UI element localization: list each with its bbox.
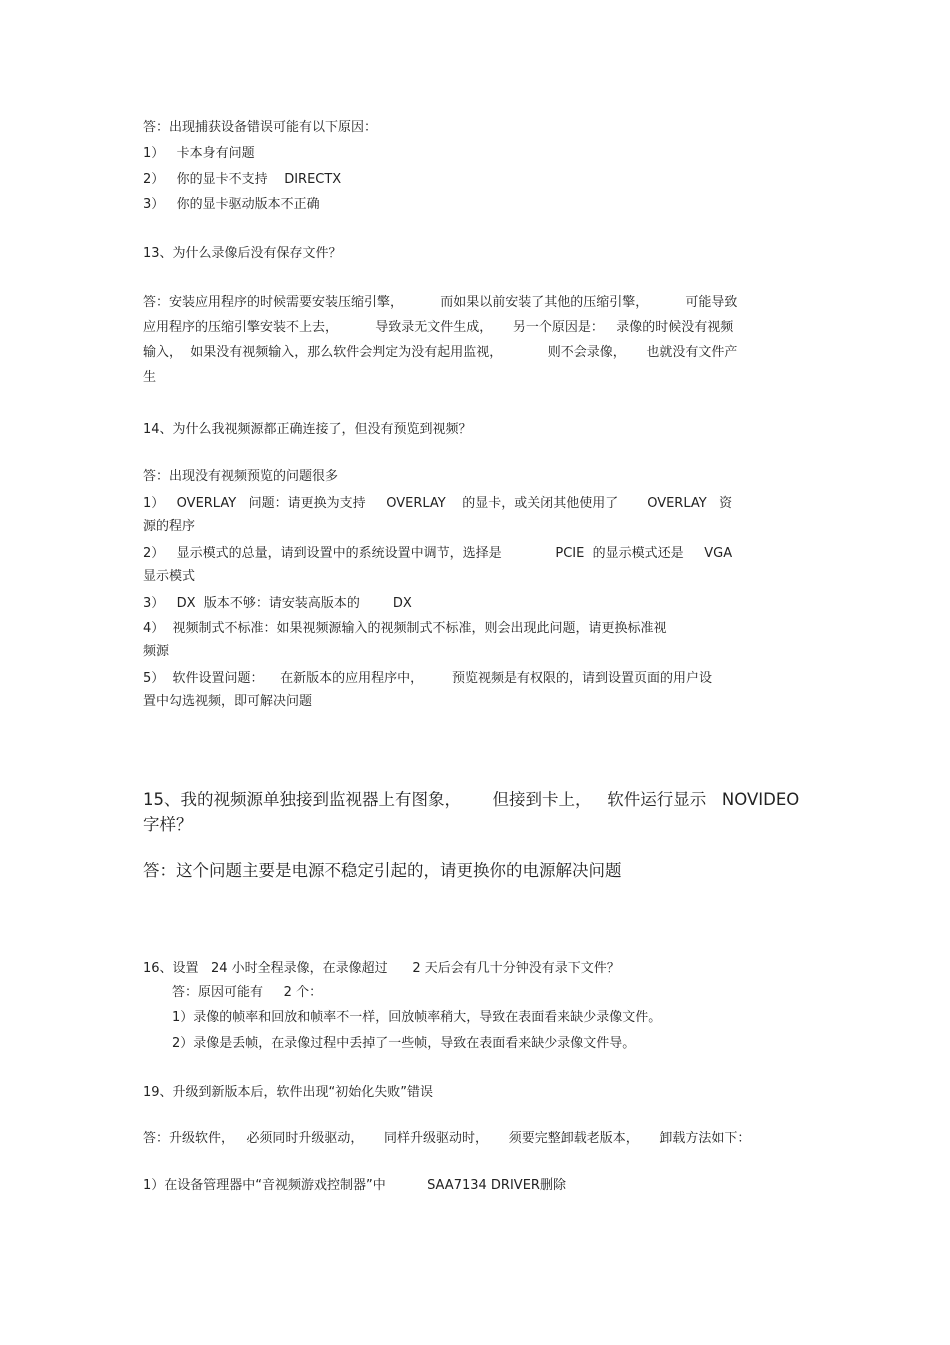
list-item: 3） 你的显卡驱动版本不正确 (143, 197, 320, 212)
list-item: 3） DX 版本不够：请安装高版本的 DX (143, 596, 412, 611)
answer-14: 答：出现没有视频预览的问题很多 (143, 469, 339, 484)
answer-13-line: 答：安装应用程序的时候需要安装压缩引擎， 而如果以前安装了其他的压缩引擎， 可能导致 (143, 295, 738, 310)
list-item: 2） 显示模式的总量，请到设置中的系统设置中调节，选择是 PCIE 的显示模式还是 VGA (143, 546, 733, 561)
list-item: 2） 你的显卡不支持 DIRECTX (143, 172, 342, 187)
answer-19: 答：升级软件， 必须同时升级驱动， 同样升级驱动时， 须要完整卸载老版本， 卸载方法如下： (143, 1131, 751, 1146)
list-item: 1） OVERLAY 问题：请更换为支持 OVERLAY 的显卡，或关闭其他使用了 OVERLAY 资 (143, 496, 733, 511)
list-item: 1）在设备管理器中“音视频游戏控制器”中 SAA7134 DRIVER删除 (143, 1178, 566, 1193)
list-item: 置中勾选视频，即可解决问题 (143, 694, 313, 709)
list-item: 1）录像的帧率和回放和帧率不一样，回放帧率稍大，导致在表面看来缺少录像文件。 (172, 1010, 662, 1025)
question-15: 15、我的视频源单独接到监视器上有图象， 但接到卡上， 软件运行显示 NOVIDEO (143, 790, 800, 809)
question-16: 16、设置 24 小时全程录像，在录像超过 2 天后会有几十分钟没有录下文件？ (143, 961, 620, 976)
list-item: 显示模式 (143, 569, 196, 584)
list-item: 频源 (143, 644, 170, 659)
answer-13-line: 输入， 如果没有视频输入，那么软件会判定为没有起用监视， 则不会录像， 也就没有文件产 (143, 345, 738, 360)
answer-15: 答：这个问题主要是电源不稳定引起的，请更换你的电源解决问题 (143, 861, 622, 880)
list-item: 5） 软件设置问题： 在新版本的应用程序中， 预览视频是有权限的，请到设置页面的用户设 (143, 671, 712, 686)
question-14: 14、为什么我视频源都正确连接了，但没有预览到视频？ (143, 422, 472, 437)
list-item: 2）录像是丢帧，在录像过程中丢掉了一些帧，导致在表面看来缺少录像文件导。 (172, 1036, 636, 1051)
question-15: 字样？ (143, 815, 193, 834)
list-item: 源的程序 (143, 519, 196, 534)
question-19: 19、升级到新版本后，软件出现“初始化失败”错误 (143, 1085, 434, 1100)
answer-capture-error: 答：出现捕获设备错误可能有以下原因： (143, 120, 378, 135)
answer-16: 答：原因可能有 2 个： (172, 985, 323, 1000)
question-13: 13、为什么录像后没有保存文件？ (143, 246, 342, 261)
list-item: 1） 卡本身有问题 (143, 146, 255, 161)
answer-13-line: 应用程序的压缩引擎安装不上去， 导致录无文件生成， 另一个原因是： 录像的时候没有视频 (143, 320, 734, 335)
answer-13-line: 生 (143, 370, 157, 385)
list-item: 4） 视频制式不标准：如果视频源输入的视频制式不标准，则会出现此问题，请更换标准视 (143, 621, 667, 636)
